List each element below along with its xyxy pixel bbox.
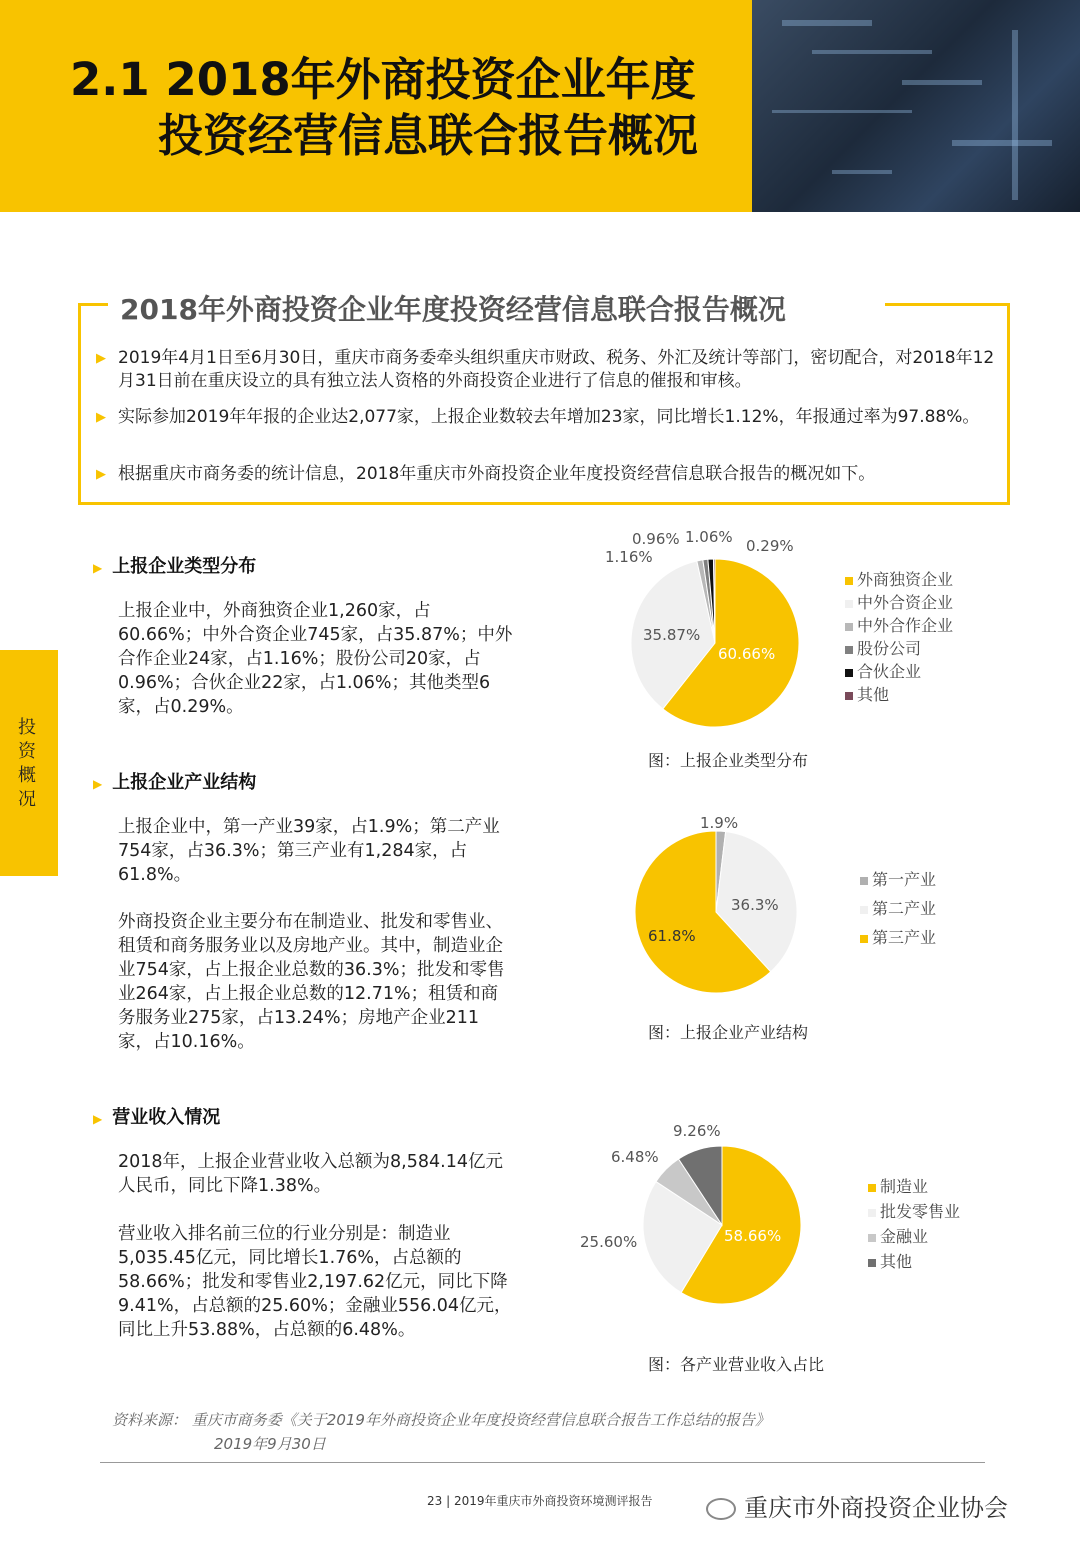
legend-item: 第三产业 <box>860 923 936 952</box>
side-tab-label: 投资概况 <box>18 717 36 810</box>
pie2-legend <box>860 865 936 952</box>
pie1-legend <box>845 568 953 706</box>
section-triangle-icon: ▶ <box>93 1112 103 1126</box>
legend-item: 股份公司 <box>845 637 953 660</box>
bullet-triangle-icon: ▶ <box>96 467 106 482</box>
legend-item: 第二产业 <box>860 894 936 923</box>
section-triangle-icon: ▶ <box>93 561 103 575</box>
legend-item: 合伙企业 <box>845 660 953 683</box>
page-title <box>70 52 698 164</box>
page-title-line1: 2.1 2018年外商投资企业年度 <box>70 53 696 106</box>
footer-divider <box>100 1462 985 1463</box>
footer-org: 重庆市外商投资企业协会 <box>706 1488 1008 1523</box>
legend-item: 中外合作企业 <box>845 614 953 637</box>
summary-border-top-right <box>885 303 1010 306</box>
summary-heading: 2018年外商投资企业年度投资经营信息联合报告概况 <box>120 293 786 326</box>
section-title-enterprise-types: ▶ 上报企业类型分布 <box>93 556 257 577</box>
wechat-icon <box>706 1498 736 1520</box>
pie2-label-2: 61.8% <box>648 927 696 945</box>
summary-border-top-left <box>78 303 108 306</box>
section-title-industry-structure: ▶ 上报企业产业结构 <box>93 772 257 793</box>
section-triangle-icon: ▶ <box>93 777 103 791</box>
legend-item: 外商独资企业 <box>845 568 953 591</box>
legend-item: 制造业 <box>868 1174 960 1199</box>
page-title-line2: 投资经营信息联合报告概况 <box>158 109 699 162</box>
pie3-legend <box>868 1174 960 1274</box>
section-text-revenue-2: 营业收入排名前三位的行业分别是：制造业5,035.45亿元，同比增长1.76%，占总额的58.66%；批发和零售业2,197.62亿元，同比下降9.41%，占总额的25.60%；金融业556.04亿元，同比上升53.88%，占总额的6.48%。 <box>118 1224 512 1340</box>
pie-chart-revenue <box>642 1145 802 1305</box>
legend-item: 第一产业 <box>860 865 936 894</box>
legend-item: 其他 <box>868 1249 960 1274</box>
legend-item: 其他 <box>845 683 953 706</box>
section-text-revenue-1: 2018年，上报企业营业收入总额为8,584.14亿元人民币，同比下降1.38%。 <box>118 1152 503 1196</box>
source-note: 资料来源： 重庆市商务委《关于2019年外商投资企业年度投资经营信息联合报告工作总结的报告》 2019年9月30日 <box>112 1411 770 1453</box>
pie2-label-1: 36.3% <box>731 896 779 914</box>
legend-item: 批发零售业 <box>868 1199 960 1224</box>
pie3-label-2: 6.48% <box>611 1148 659 1166</box>
section-title-revenue: ▶ 营业收入情况 <box>93 1107 221 1128</box>
pie1-label-3: 0.96% <box>632 530 680 548</box>
summary-bullet-1: ▶ 2019年4月1日至6月30日，重庆市商务委牵头组织重庆市财政、税务、外汇及统计等部门，密切配合，对2018年12月31日前在重庆设立的具有独立法人资格的外商投资企业进行了信息的催报和审核。 <box>96 348 995 391</box>
caption-enterprise-types: 图：上报企业类型分布 <box>648 751 809 770</box>
pie1-label-4: 1.06% <box>685 528 733 546</box>
bullet-triangle-icon: ▶ <box>96 410 106 425</box>
section-text-industry-structure-2: 外商投资企业主要分布在制造业、批发和零售业、租赁和商务服务业以及房地产业。其中，制造业企业754家，占上报企业总数的36.3%；批发和零售业264家，占上报企业总数的12.71%；租赁和商务服务业275家，占13.24%；房地产企业211家，占10.16%。 <box>118 912 505 1052</box>
pie1-label-1: 35.87% <box>643 626 701 644</box>
legend-item: 中外合资企业 <box>845 591 953 614</box>
section-text-enterprise-types: 上报企业中，外商独资企业1,260家，占60.66%；中外合资企业745家，占35.87%；中外合作企业24家，占1.16%；股份公司20家，占0.96%；合伙企业22家，占1.06%；其他类型6家，占0.29%。 <box>118 601 513 717</box>
pie1-label-0: 60.66% <box>718 645 776 663</box>
pie3-label-0: 58.66% <box>724 1227 782 1245</box>
pie1-label-5: 0.29% <box>746 537 794 555</box>
caption-revenue: 图：各产业营业收入占比 <box>648 1355 825 1374</box>
summary-bullet-2: ▶ 实际参加2019年年报的企业达2,077家，上报企业数较去年增加23家，同比增长1.12%，年报通过率为97.88%。 <box>96 407 980 427</box>
footer-page-info: 23 | 2019年重庆市外商投资环境测评报告 <box>427 1494 653 1508</box>
caption-industry-structure: 图：上报企业产业结构 <box>648 1023 809 1042</box>
summary-bullet-3: ▶ 根据重庆市商务委的统计信息，2018年重庆市外商投资企业年度投资经营信息联合报告的概况如下。 <box>96 464 876 484</box>
header-photo <box>752 0 1080 212</box>
pie3-label-3: 9.26% <box>673 1122 721 1140</box>
section-text-industry-structure-1: 上报企业中，第一产业39家，占1.9%；第二产业754家，占36.3%；第三产业有1,284家，占61.8%。 <box>118 817 500 885</box>
pie3-label-1: 25.60% <box>580 1233 638 1251</box>
pie1-label-2: 1.16% <box>605 548 653 566</box>
legend-item: 金融业 <box>868 1224 960 1249</box>
bullet-triangle-icon: ▶ <box>96 351 106 366</box>
pie2-label-0: 1.9% <box>700 814 739 832</box>
